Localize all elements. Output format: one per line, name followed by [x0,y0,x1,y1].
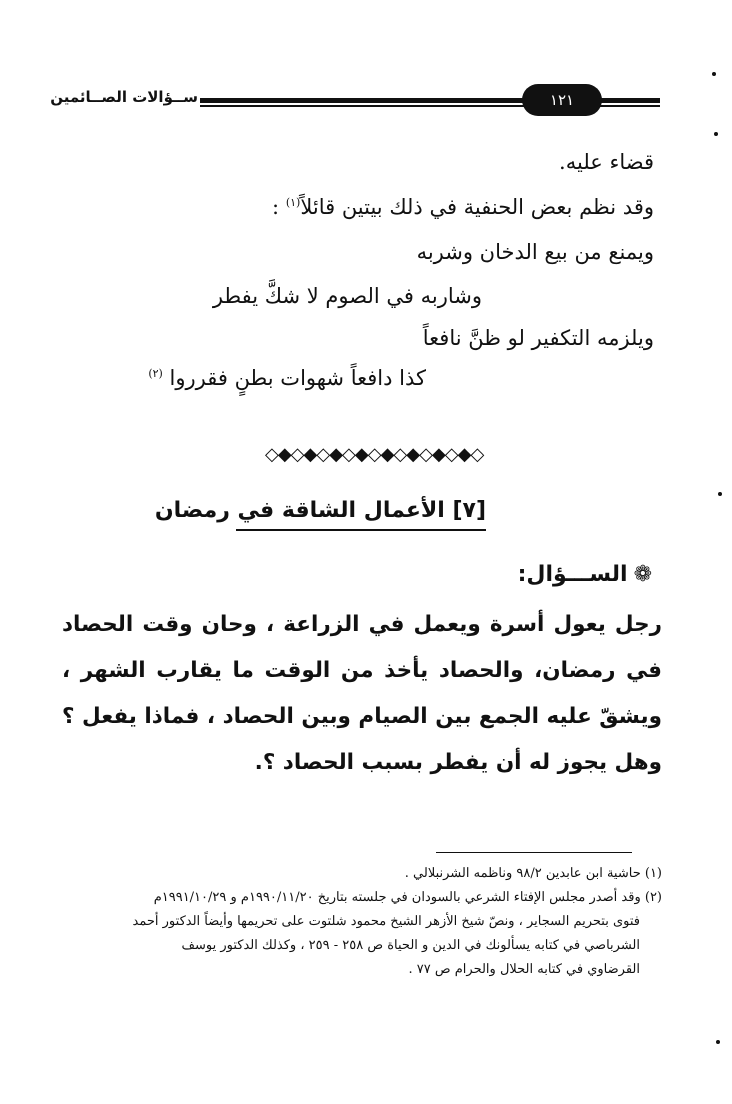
footnote-1: (١) حاشية ابن عابدين ٩٨/٢ وناظمه الشرنبلالي . [404,866,662,881]
verse-intro [272,195,654,219]
verse-intro-tail: : [272,195,286,219]
footnote-separator [436,852,632,853]
ornament-divider: ◇◆◇◆◇◆◇◆◇◆◇◆◇◆◇◆◇ [265,444,484,465]
question-body: رجل يعول أسرة ويعمل في الزراعة ، وحان وقت الحصاد في رمضان، والحصاد يأخذ من الوقت ما يقارب الشهر ، ويشقّ عليه الجمع بين الصيام وبين الحصاد ، فماذا يفعل ؟ وهل يجوز له أن يفطر بسبب الحصاد ؟. [62,612,662,775]
verse-line-4 [148,366,426,390]
verse-line-3: ويلزمه التكفير لو ظنَّ نافعاً [422,326,654,350]
section-title: [٧] الأعمال الشاقة في رمضان [236,498,486,531]
flower-icon: ❁ [633,562,652,587]
page-header [50,82,660,122]
question-label [518,562,652,587]
page-number: ١٢١ [522,84,602,116]
verse-line-4-text: كذا دافعاً شهوات بطنٍ فقرروا [169,366,426,390]
footnote-2-line-3: الشرباصي في كتابه يسألونك في الدين و الحياة ص ٢٥٨ - ٢٥٩ ، وكذلك الدكتور يوسف [181,938,640,953]
scan-speck [718,492,722,496]
running-title: ســؤالات الصــائمين [50,88,198,106]
footnote-ref-1: (١) [285,196,301,209]
footnote-ref-2: (٢) [148,367,163,380]
scan-speck [714,132,718,136]
footnote-2-line-4: القرضاوي في كتابه الحلال والحرام ص ٧٧ . [408,962,640,977]
intro-line: قضاء عليه. [559,150,654,174]
footnote-2-line-2: فتوى بتحريم السجاير ، ونصّ شيخ الأزهر الشيخ محمود شلتوت على تحريمها وأيضاً الدكتور أحمد [132,914,640,929]
verse-intro-text: وقد نظم بعض الحنفية في ذلك بيتين قائلاً [300,195,654,219]
scan-speck [716,1040,720,1044]
verse-line-2: وشاربه في الصوم لا شكَّ يفطر [212,284,482,308]
verse-line-1: ويمنع من بيع الدخان وشربه [416,240,654,264]
footnotes [62,862,662,982]
footnote-2-line-1: (٢) وقد أصدر مجلس الإفتاء الشرعي بالسودان في جلسته بتاريخ ١٩٩٠/١١/٢٠م و ١٩٩١/١٠/٢٩م [153,890,662,905]
scan-speck [712,72,716,76]
question-label-text: الســـؤال: [517,562,628,587]
